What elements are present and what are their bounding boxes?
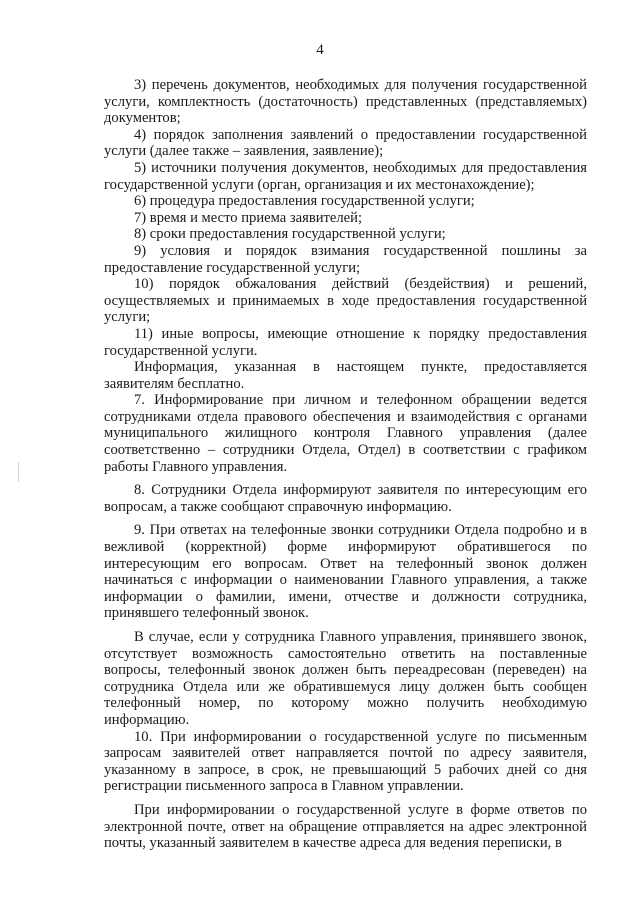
paragraph: 9) условия и порядок взимания государственной пошлины за предоставление государственной услуги; — [104, 242, 587, 276]
document-body — [104, 77, 587, 852]
paragraph: 7) время и место приема заявителей; — [134, 209, 362, 226]
paragraph: В случае, если у сотрудника Главного управления, принявшего звонок, отсутствует возможность самостоятельно ответить на поставленные вопросы, телефонный звонок должен быть переадресован (переведен) на сотрудника Отдела или же обратившемуся лицу должен быть сообщен телефонный номер, по которому можно получить необходимую информацию. — [104, 629, 587, 728]
paragraph: 10. При информировании о государственной услуге по письменным запросам заявителей ответ направляется почтой по адресу заявителя, указанному в запросе, в срок, не превышающий 5 рабочих дней со дня регистрации письменного запроса в Главном управлении. — [104, 728, 587, 795]
paragraph: Информация, указанная в настоящем пункте, предоставляется заявителям бесплатно. — [104, 359, 587, 392]
paragraph: 8. Сотрудники Отдела информируют заявителя по интересующим его вопросам, а также сообщают справочную информацию. — [104, 482, 587, 515]
paragraph: 11) иные вопросы, имеющие отношение к порядку предоставления государственной услуги. — [104, 325, 587, 359]
paragraph: 8) сроки предоставления государственной услуги; — [134, 226, 446, 243]
paragraph: 9. При ответах на телефонные звонки сотрудники Отдела подробно и в вежливой (корректной) форме информируют обратившегося по интересующим его вопросам. Ответ на телефонный звонок должен начинаться с информации о наименовании Главного управления, а также информации о фамилии, имени, отчестве и должности сотрудника, принявшего телефонный звонок. — [104, 522, 587, 622]
paragraph: 6) процедура предоставления государственной услуги; — [134, 193, 475, 210]
paragraph: 10) порядок обжалования действий (бездействия) и решений, осуществляемых и принимаемых в ходе предоставления государственной услуги; — [104, 276, 587, 326]
paragraph: 4) порядок заполнения заявлений о предоставлении государственной услуги (далее также – заявления, заявление); — [104, 126, 587, 160]
page-number: 4 — [316, 42, 324, 58]
paragraph: 5) источники получения документов, необходимых для предоставления государственной услуги (орган, организация и их местонахождение); — [104, 159, 587, 193]
paragraph: 7. Информирование при личном и телефонном обращении ведется сотрудниками отдела правового обеспечения и взаимодействия с органами муниципального жилищного контроля Главного управления (далее соответственно – сотрудники Отдела, Отдел) в соответствии с графиком работы Главного управления. — [104, 392, 587, 475]
paragraph: 3) перечень документов, необходимых для получения государственной услуги, комплектность (достаточность) представленных (представляемых) документов; — [104, 77, 587, 127]
paragraph: При информировании о государственной услуге в форме ответов по электронной почте, ответ на обращение отправляется на адрес электронной почты, указанный заявителем в качестве адреса для ведения переписки, в — [104, 801, 587, 852]
scan-mark — [18, 462, 19, 482]
